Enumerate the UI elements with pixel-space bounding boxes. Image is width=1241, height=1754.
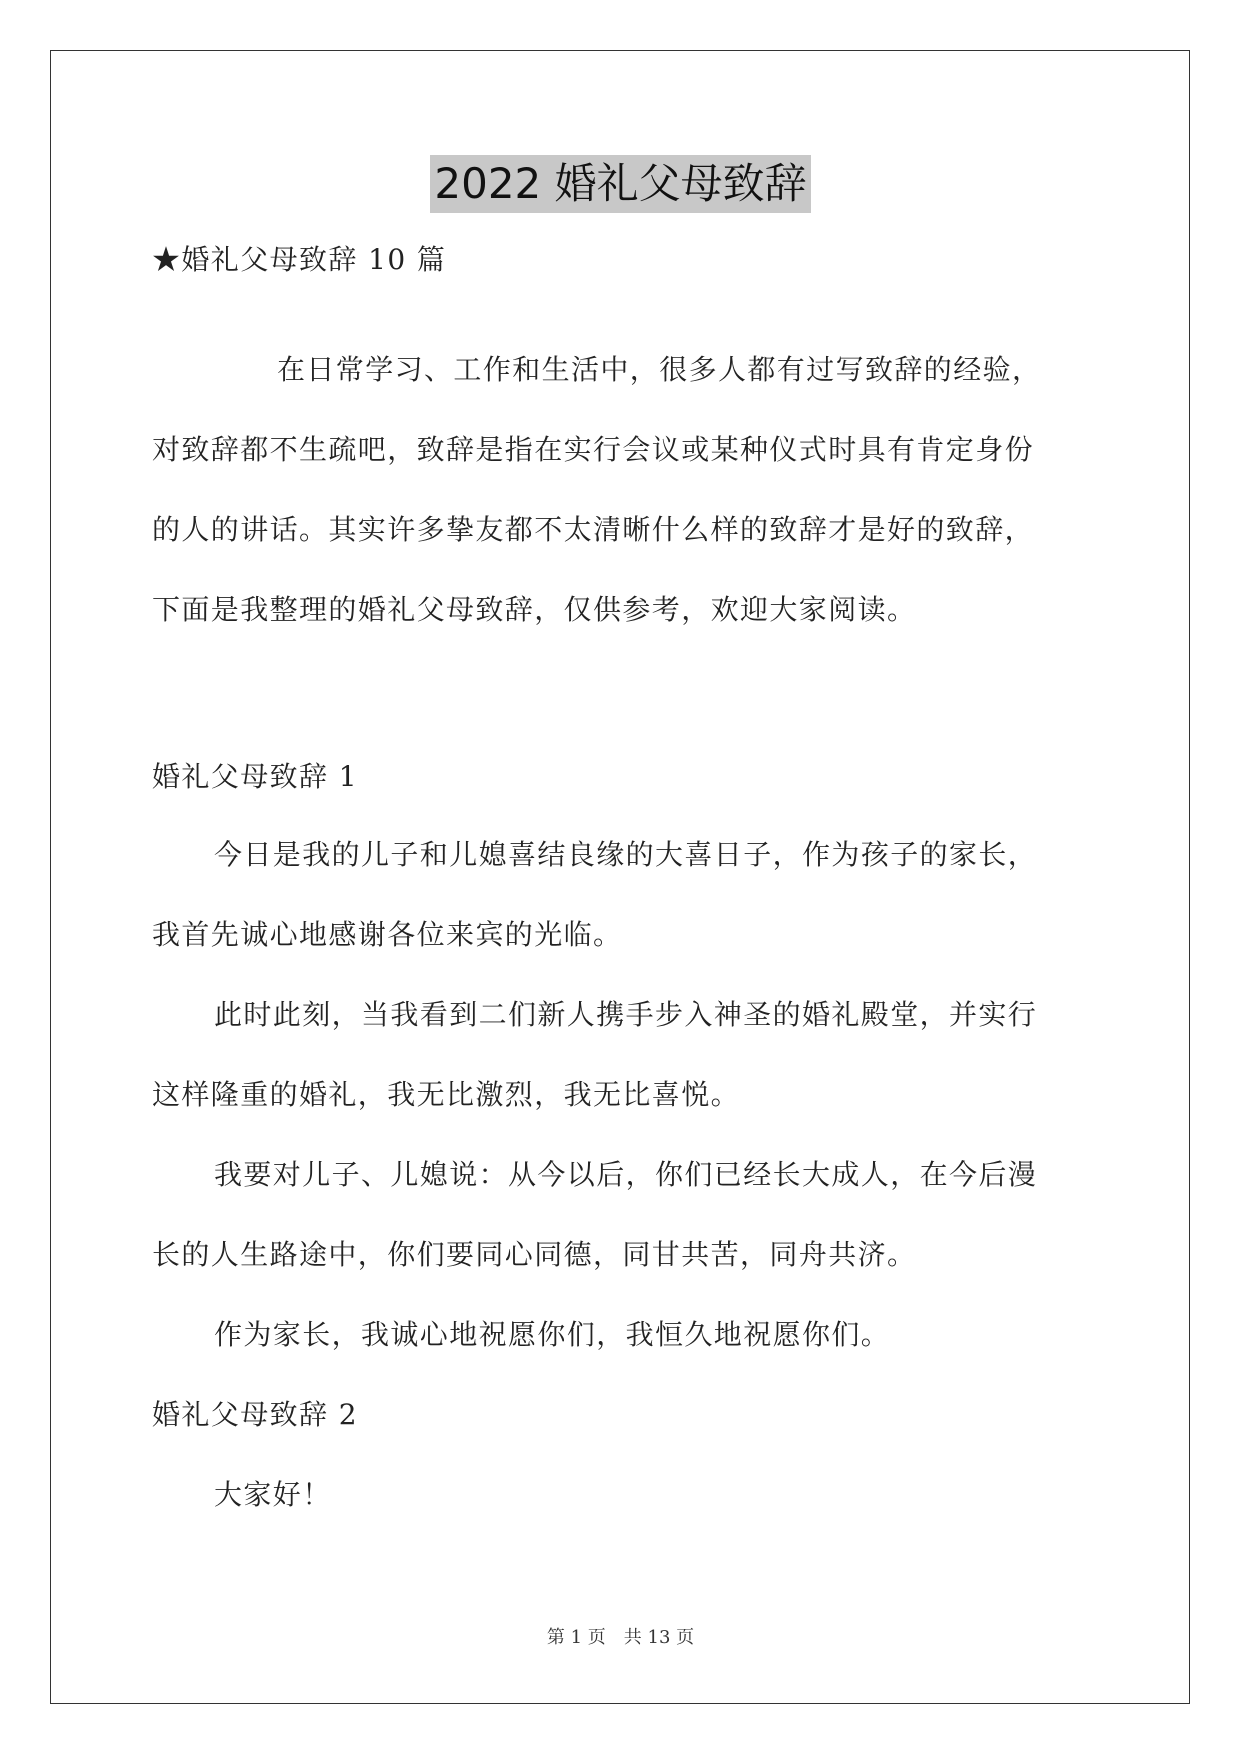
paragraph-line: 今日是我的儿子和儿媳喜结良缘的大喜日子，作为孩子的家长，: [214, 838, 1038, 871]
section-heading: 婚礼父母致辞 2: [152, 1398, 358, 1431]
paragraph-line: 长的人生路途中，你们要同心同德，同甘共苦，同舟共济。: [152, 1238, 917, 1271]
intro-line: 下面是我整理的婚礼父母致辞，仅供参考，欢迎大家阅读。: [152, 593, 917, 626]
paragraph-line: 这样隆重的婚礼，我无比激烈，我无比喜悦。: [152, 1078, 741, 1111]
paragraph-line: 我首先诚心地感谢各位来宾的光临。: [152, 918, 623, 951]
paragraph-line: 作为家长，我诚心地祝愿你们，我恒久地祝愿你们。: [214, 1318, 891, 1351]
page-number-footer: 第 1 页 共 13 页: [546, 1627, 695, 1648]
paragraph-line: 大家好！: [214, 1478, 332, 1511]
intro-line: 在日常学习、工作和生活中，很多人都有过写致辞的经验，: [277, 353, 1042, 386]
page-border: [50, 50, 1190, 1704]
title-container: [0, 155, 1241, 213]
document-title: 2022 婚礼父母致辞: [430, 155, 810, 213]
paragraph-line: 此时此刻，当我看到二们新人携手步入神圣的婚礼殿堂，并实行: [214, 998, 1038, 1031]
intro-line: 的人的讲话。其实许多挚友都不太清晰什么样的致辞才是好的致辞，: [152, 513, 1035, 546]
paragraph-line: 我要对儿子、儿媳说：从今以后，你们已经长大成人，在今后漫: [214, 1158, 1038, 1191]
document-subtitle: ★婚礼父母致辞 10 篇: [152, 243, 447, 276]
intro-line: 对致辞都不生疏吧，致辞是指在实行会议或某种仪式时具有肯定身份: [152, 433, 1035, 466]
section-heading: 婚礼父母致辞 1: [152, 760, 358, 793]
